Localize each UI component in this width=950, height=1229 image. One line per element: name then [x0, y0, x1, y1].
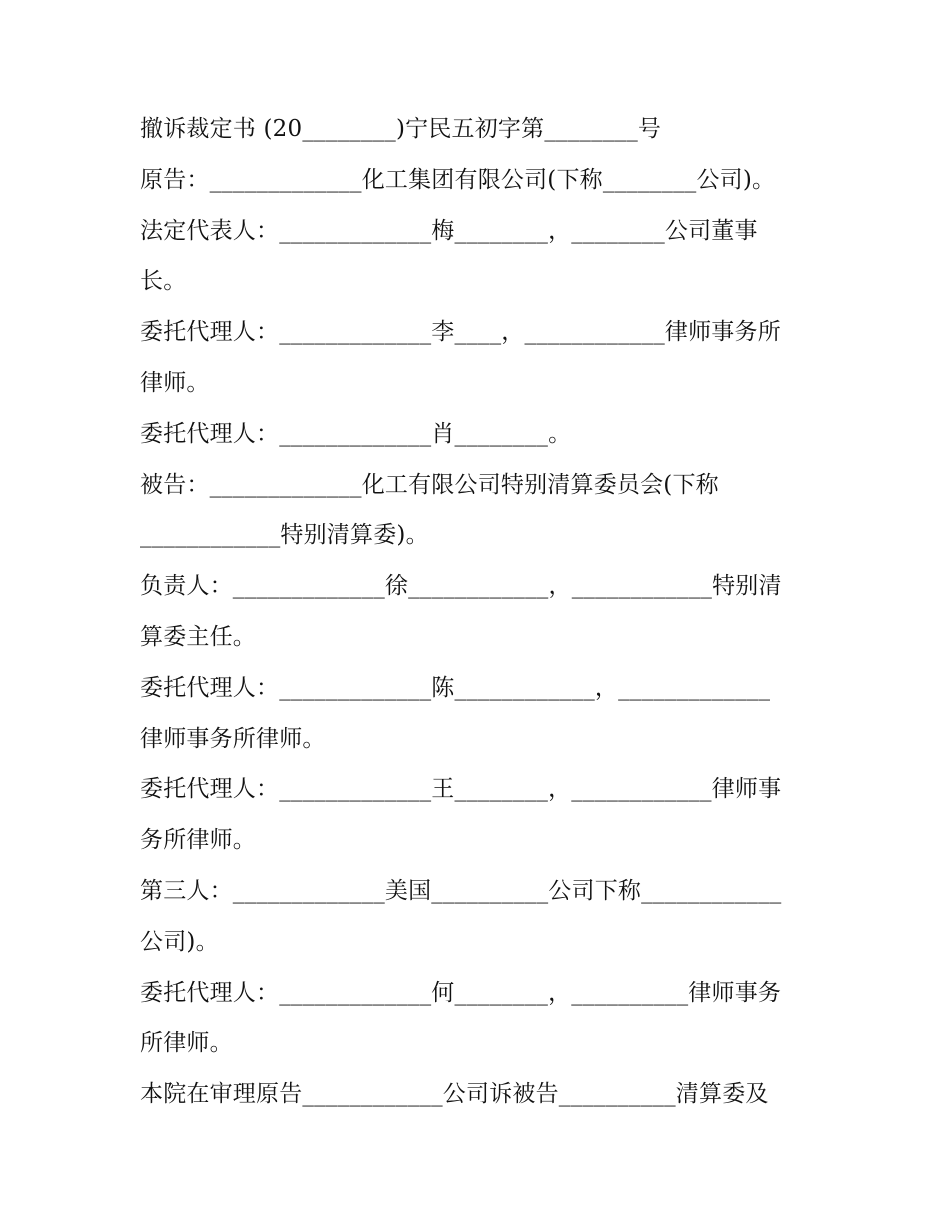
- title-line: 撤诉裁定书 (20________)宁民五初字第________号: [140, 116, 662, 142]
- plaintiff-line: 原告：_____________化工集团有限公司(下称________公司)。: [140, 166, 776, 193]
- agent-line-5-cont: 所律师。: [140, 1030, 233, 1057]
- court-statement-line: 本院在审理原告____________公司诉被告__________清算委及: [140, 1081, 769, 1108]
- legal-representative-line: 法定代表人：_____________梅________，________公司董事: [140, 217, 758, 244]
- legal-representative-line-cont: 长。: [140, 268, 187, 295]
- responsible-person-line: 负责人：_____________徐____________，____________特别清: [140, 573, 782, 600]
- agent-line-2: 委托代理人：_____________肖________。: [140, 420, 572, 447]
- agent-line-4-cont: 务所律师。: [140, 827, 256, 854]
- agent-line-3: 委托代理人：_____________陈____________，_____________: [140, 674, 771, 701]
- third-party-line: 第三人：_____________美国__________公司下称____________: [140, 877, 782, 904]
- agent-line-5: 委托代理人：_____________何________，__________律师事务: [140, 979, 782, 1006]
- defendant-line-cont: ____________特别清算委)。: [140, 522, 429, 549]
- defendant-line: 被告：_____________化工有限公司特别清算委员会(下称: [140, 471, 719, 498]
- agent-line-3-cont: 律师事务所律师。: [140, 725, 326, 752]
- document-body: [140, 104, 820, 1120]
- third-party-line-cont: 公司)。: [140, 928, 219, 955]
- agent-line-1: 委托代理人：_____________李____，____________律师事务所: [140, 319, 781, 346]
- agent-line-1-cont: 律师。: [140, 369, 210, 396]
- responsible-person-line-cont: 算委主任。: [140, 623, 256, 650]
- agent-line-4: 委托代理人：_____________王________，____________律师事: [140, 776, 782, 803]
